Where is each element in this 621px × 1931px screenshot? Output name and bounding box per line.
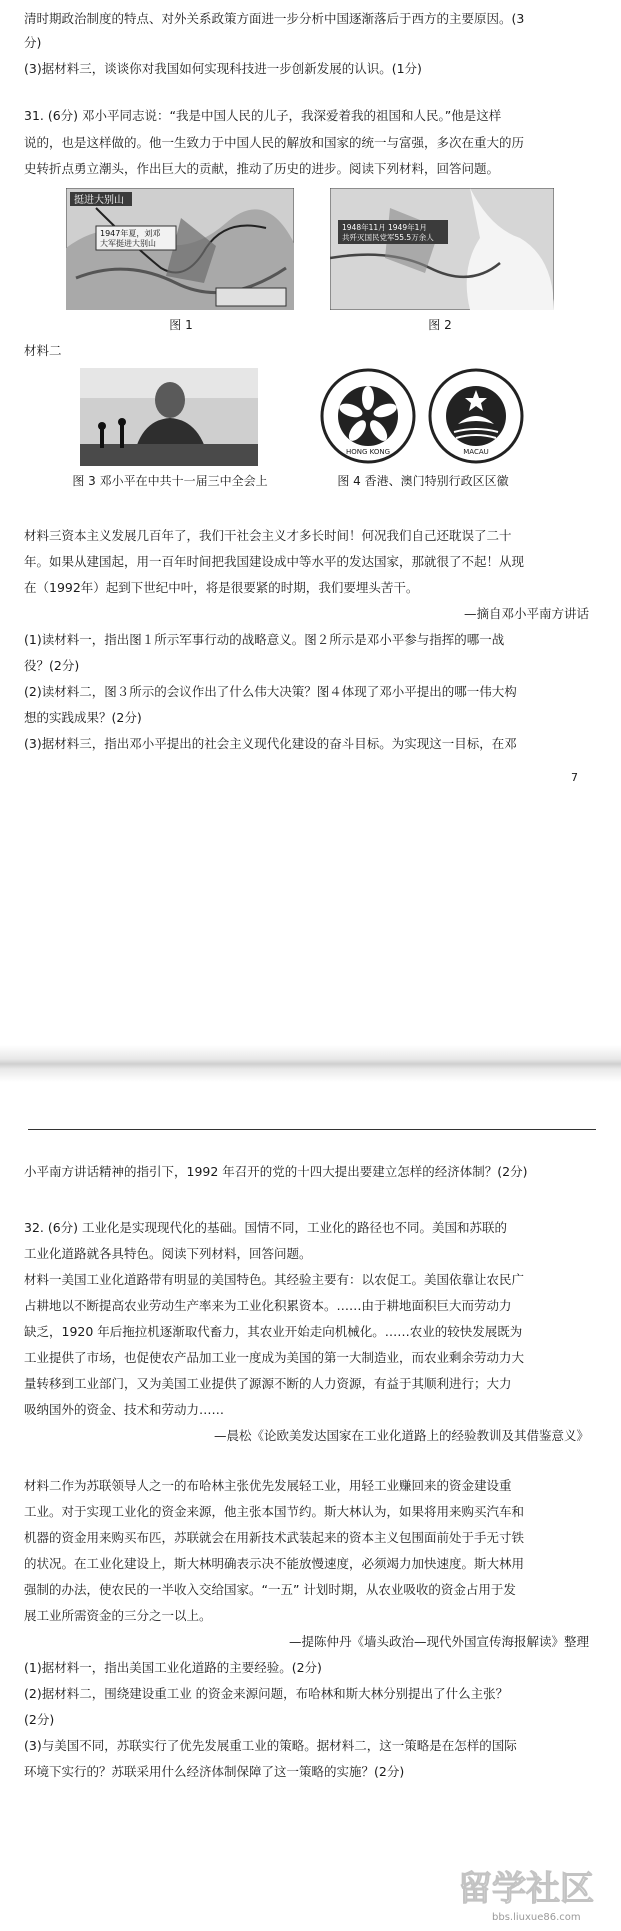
macau-emblem-label: MACAU [463, 448, 489, 456]
text-line: 史转折点勇立潮头，作出巨大的贡献，推动了历史的进步。阅读下列材料，回答问题。 [24, 161, 500, 176]
text-line: 量转移到工业部门，又为美国工业提供了源源不断的人力资源，有益于其顺利进行；大力 [24, 1376, 512, 1391]
question-line: (2)读材料二，图３所示的会议作出了什么伟大决策？图４体现了邓小平提出的哪一伟大构 [24, 684, 517, 699]
text-line: 材料三资本主义发展几百年了，我们干社会主义才多长时间！何况我们自己还耽误了二十 [24, 528, 512, 543]
source-citation: —晨松《论欧美发达国家在工业化道路上的经验教训及其借鉴意义》 [213, 1428, 589, 1443]
text-line: 材料一美国工业化道路带有明显的美国特色。其经验主要有：以农促工。美国依靠让农民广 [24, 1272, 525, 1287]
question-line: (1)读材料一，指出图１所示军事行动的战略意义。图２所示是邓小平参与指挥的哪一战 [24, 632, 505, 647]
text-line: 分) [24, 35, 42, 50]
text-line: 工业化道路就各具特色。阅读下列材料，回答问题。 [24, 1246, 312, 1261]
map-annotation: 大军挺进大别山 [100, 239, 156, 248]
text-line: 机器的资金用来购买布匹，苏联就会在用新技术武装起来的资本主义包围面前处于手无寸铁 [24, 1530, 525, 1545]
figure-3-caption: 图 3 邓小平在中共十一届三中全会上 [72, 474, 268, 488]
text-line: 吸纳国外的资金、技术和劳动力…… [24, 1402, 225, 1417]
material-2-label: 材料二 [24, 343, 62, 358]
text-line: 强制的办法，使农民的一半收入交给国家。“一五” 计划时期，从农业吸收的资金占用于发 [24, 1582, 516, 1597]
text-line: 材料二作为苏联领导人之一的布哈林主张优先发展轻工业，用轻工业赚回来的资金建设重 [24, 1478, 512, 1493]
question-line: (3)据材料三，指出邓小平提出的社会主义现代化建设的奋斗目标。为实现这一目标，在邓 [24, 736, 517, 751]
figure-4-caption: 图 4 香港、澳门特别行政区区徽 [337, 474, 509, 488]
source-citation: —提陈仲丹《墙头政治—现代外国宣传海报解读》整理 [288, 1634, 589, 1649]
text-line: (3)据材料三，谈谈你对我国如何实现科技进一步创新发展的认识。(1分) [24, 61, 422, 76]
figure-2-map [330, 188, 554, 310]
hk-emblem-label: HONG KONG [345, 448, 391, 456]
text-line: 说的，也是这样做的。他一生致力于中国人民的解放和国家的统一与富强，多次在重大的历 [24, 135, 525, 150]
site-watermark [452, 1856, 617, 1928]
question-31-intro: 31. (6分) 邓小平同志说：“我是中国人民的儿子，我深爱着我的祖国和人民。”他是这样 [24, 108, 502, 123]
map-title: 挺进大别山 [74, 195, 124, 206]
text-line: 占耕地以不断提高农业劳动生产率来为工业化积累资本。……由于耕地面积巨大而劳动力 [24, 1298, 512, 1313]
text-line: 小平南方讲话精神的指引下，1992 年召开的党的十四大提出要建立怎样的经济体制？(2分) [24, 1164, 528, 1179]
text-line: 工业。对于实现工业化的资金来源，他主张本国节约。斯大林认为，如果将用来购买汽车和 [24, 1504, 525, 1519]
text-line: 展工业所需资金的三分之一以上。 [24, 1608, 212, 1623]
watermark-url: bbs.liuxue86.com [492, 1912, 581, 1923]
map-annotation: 1948年11月 1949年1月 [342, 223, 427, 232]
question-line: 役？(2分) [24, 658, 80, 673]
question-32-intro: 32. (6分) 工业化是实现现代化的基础。国情不同，工业化的路径也不同。美国和苏联的 [24, 1220, 508, 1235]
text-line: 的状况。在工业化建设上，斯大林明确表示决不能放慢速度，必须竭力加快速度。斯大林用 [24, 1556, 525, 1571]
header-rule [28, 1129, 596, 1130]
figure-1-map [66, 188, 294, 310]
page-separator [0, 1045, 621, 1082]
question-line: 环境下实行的？苏联采用什么经济体制保障了这一策略的实施？(2分) [24, 1764, 405, 1779]
question-line: 想的实践成果？(2分) [24, 710, 142, 725]
question-line: (1)据材料一，指出美国工业化道路的主要经验。(2分) [24, 1660, 322, 1675]
text-line: 在（1992年）起到下世纪中叶，将是很要紧的时期，我们要埋头苦干。 [24, 580, 419, 595]
page-number: 7 [571, 771, 578, 784]
question-line: (3)与美国不同，苏联实行了优先发展重工业的策略。据材料二，这一策略是在怎样的国际 [24, 1738, 517, 1753]
text-line: 缺乏，1920 年后拖拉机逐渐取代畜力，其农业开始走向机械化。……农业的较快发展既为 [24, 1324, 523, 1339]
map-annotation: 共歼灭国民党军55.5万余人 [342, 233, 434, 242]
figure-2-caption: 图 2 [428, 318, 452, 332]
map-annotation: 1947年夏，刘邓 [100, 229, 161, 238]
watermark-logo-text: 留学社区 [458, 1869, 594, 1909]
figure-1-caption: 图 1 [169, 318, 193, 332]
text-line: 清时期政治制度的特点、对外关系政策方面进一步分析中国逐渐落后于西方的主要原因。(3 [24, 11, 525, 26]
text-line: 年。如果从建国起，用一百年时间把我国建设成中等水平的发达国家，那就很了不起！从现 [24, 554, 525, 569]
text-line: 工业提供了市场，也促使农产品加工业一度成为美国的第一大制造业，而农业剩余劳动力大 [24, 1350, 525, 1365]
question-line: (2)据材料二，围绕建设重工业 的资金来源问题，布哈林和斯大林分别提出了什么主张？ [24, 1686, 509, 1701]
question-line: (2分) [24, 1712, 55, 1727]
source-citation: —摘自邓小平南方讲话 [463, 606, 589, 621]
figure-3-photo [80, 368, 258, 466]
